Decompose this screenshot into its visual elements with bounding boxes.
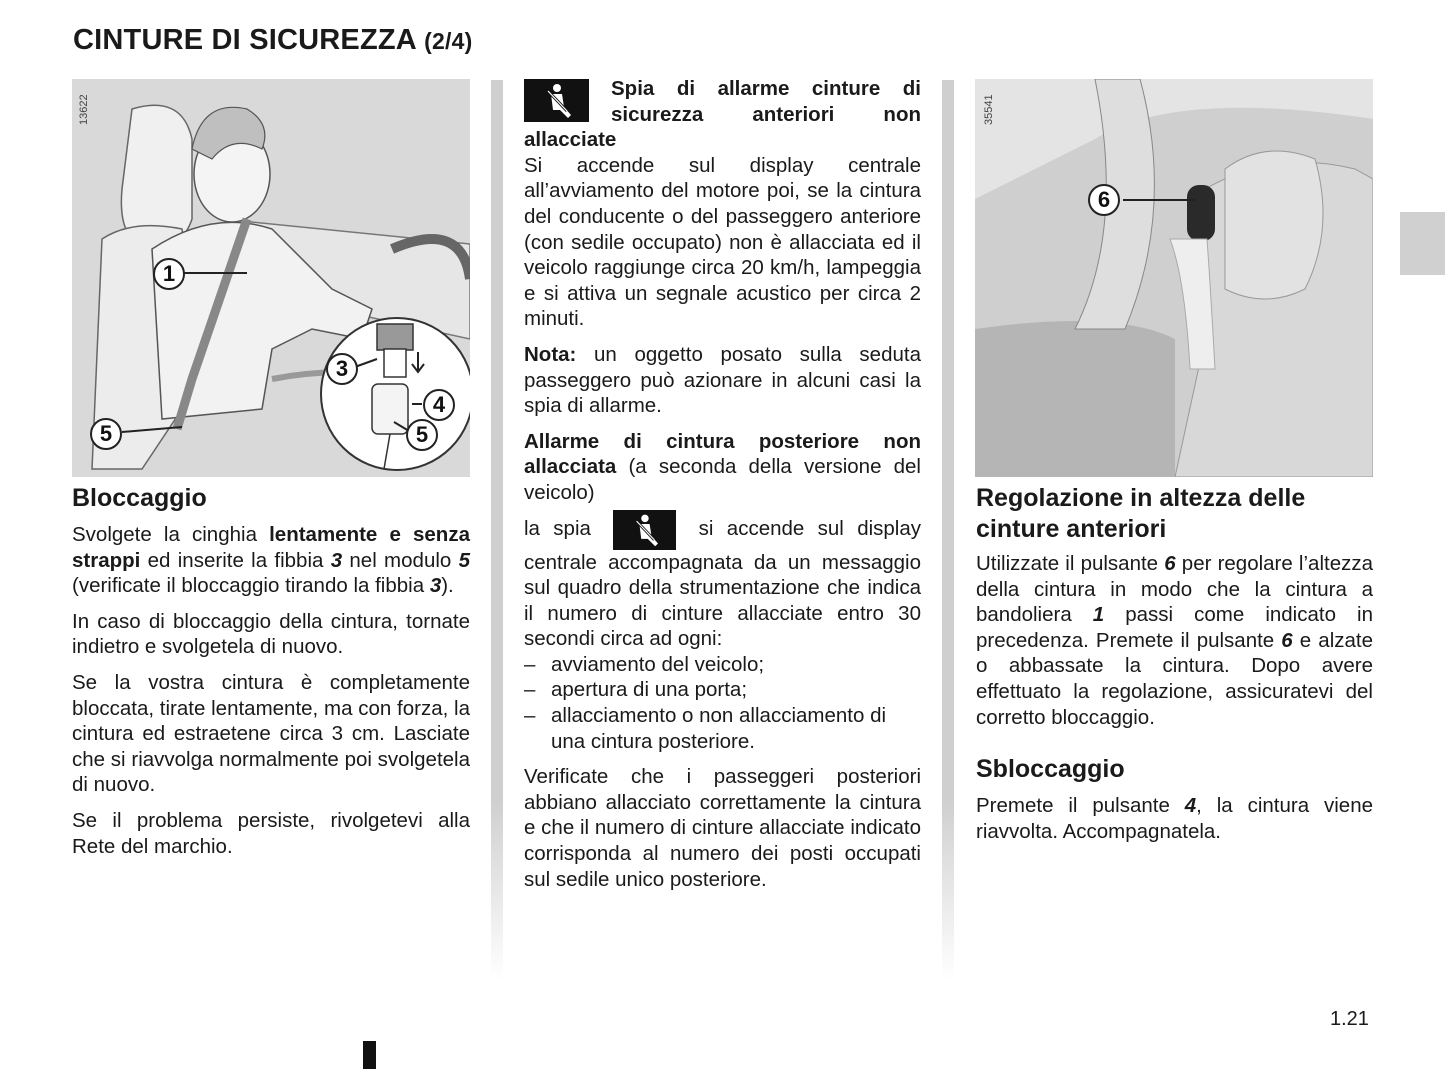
ref-number: 5 [458,548,470,572]
seatbelt-warning-icon [524,79,589,122]
heading-sbloccaggio: Sbloccaggio [976,755,1125,784]
title-text: CINTURE DI SICUREZZA [73,24,416,56]
ref-number: 3 [429,574,442,598]
text: (a seconda della versione del veicolo) [524,455,921,504]
rear-alarm-title: Allarme di cintura posteriore non allacciata [524,429,921,479]
warning-title: Spia di allarme cinture di sicurezza anteriori non allacciate [524,77,921,152]
callout-6: 6 [1088,184,1120,216]
spia-paragraph [524,516,921,652]
list-item: – apertura di una porta; [524,677,921,703]
figure-id: 35541 [983,94,995,125]
paragraph: Se il problema persiste, rivolgetevi alla Rete del marchio. [72,808,470,858]
column-separator [942,80,954,980]
column-bloccaggio [72,483,470,869]
event-list [524,652,921,754]
driver-illustration [72,79,470,477]
page-title [73,24,472,57]
warning-header [524,76,921,153]
text: la spia [524,516,591,540]
rear-alarm-paragraph [524,429,921,506]
text: nel modulo [342,548,459,572]
text: Svolgete la cinghia [72,523,270,546]
nota-paragraph [524,342,921,419]
text: per regolare l’altezza della cintura in modo che la cintura a bandoliera [976,552,1373,627]
ref-number: 1 [1092,603,1105,627]
paragraph [976,793,1373,844]
callout-3: 3 [326,353,358,385]
ref-number: 6 [1281,628,1293,652]
text: Utilizzate il pulsante [976,552,1165,575]
callout-4: 4 [423,389,455,421]
ref-number: 3 [330,548,343,572]
text: un oggetto posato sulla seduta passeggero può azionare in alcuni casi la spia di allarme. [524,342,921,418]
paragraph: Verificate che i passeggeri posteriori abbiano allacciato correttamente la cintura e che il numero di cinture allacciate indicato corrisponda al numero dei posti occupati sul sedile unico posteriore. [524,765,921,891]
text: ed inserite la fibbia [140,548,331,572]
heading-bloccaggio: Bloccaggio [72,484,207,512]
pillar-illustration [975,79,1373,477]
section-tab [1400,212,1445,275]
callout-5-module: 5 [90,418,122,450]
column-warning [524,76,921,902]
text: e alzate o abbassate la cintura. Dopo avere effettuato la regolazione, assicuratevi del corretto bloccaggio. [976,628,1373,729]
list-item: – avviamento del veicolo; [524,652,921,678]
column-regolazione [976,483,1373,854]
callout-1: 1 [153,258,185,290]
seatbelt-warning-icon [613,510,676,550]
paragraph: Se la vostra cintura è completamente bloccata, tirate lentamente, ma con forza, la cintura ed estraetene circa 3 cm. Lasciate che si riavvolga normalmente poi svolgetela di nuovo. [72,670,470,797]
warning-text: Si accende sul display centrale all’avviamento del motore poi, se la cintura del conducente o del passeggero anteriore (con sedile occupato) non è allacciata ed il veicolo raggiunge circa 20 km/h, lampeggia e si attiva un segnale acustico per circa 2 minuti. [524,153,921,331]
list-item: – allacciamento o non allacciamento di una cintura posteriore. [524,703,921,754]
figure-belt-height-adjuster [975,79,1373,477]
heading-regolazione: Regolazione in altezza delle cinture anteriori [976,484,1306,543]
text: (verificate il bloccaggio tirando la fibbia [72,574,430,598]
emphasis: lentamente e senza strappi [72,523,470,572]
text: passi come indicato in precedenza. Premete il pulsante [976,603,1373,652]
ref-number: 4 [1184,794,1197,818]
text: ). [441,574,454,598]
paragraph [976,551,1373,730]
figure-driver-seatbelt [72,79,470,477]
title-part: (2/4) [424,28,473,54]
print-mark [363,1041,376,1069]
paragraph: In caso di bloccaggio della cintura, tornate indietro e svolgetela di nuovo. [72,609,470,659]
column-separator [491,80,503,980]
paragraph [72,522,470,599]
text: Premete il pulsante [976,794,1185,818]
page-number: 1.21 [1330,1008,1369,1030]
text: , la cintura viene riavvolta. Accompagnatela. [976,794,1373,843]
text: si accende sul display centrale accompagnata da un messaggio sul quadro della strumentazione che indica il numero di cinture allacciate entro 30 secondi circa ad ogni: [524,516,922,651]
callout-5: 5 [406,419,438,451]
ref-number: 6 [1164,552,1176,575]
figure-id: 13622 [78,94,90,125]
nota-label: Nota: [524,342,577,366]
